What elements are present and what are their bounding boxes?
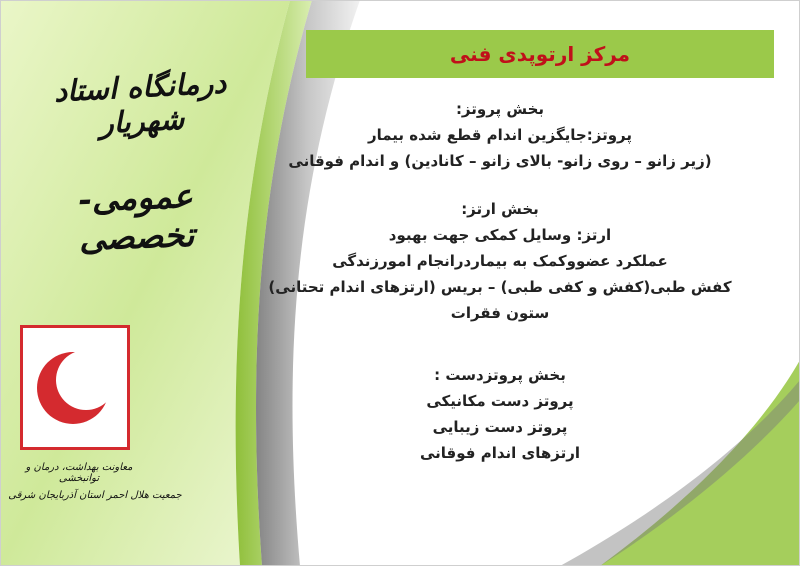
specialty-label: عمومی- تخصصی bbox=[77, 176, 195, 258]
prosthesis-line: (زیر زانو – روی زانو- بالای زانو – کانادین) و اندام فوقانی bbox=[288, 152, 712, 170]
hand-prosthesis-line: پروتز دست مکانیکی bbox=[426, 392, 574, 410]
orthosis-line: کفش طبی(کفش و کفی طبی) – بریس (ارتزهای اندام تحتانی) bbox=[268, 278, 732, 296]
prosthesis-line: پروتز:جایگزین اندام قطع شده بیمار bbox=[367, 126, 632, 144]
title-banner bbox=[306, 30, 774, 78]
page-title: مرکز ارتوپدی فنی bbox=[449, 42, 631, 66]
red-crescent-logo bbox=[20, 325, 130, 450]
hand-prosthesis-line: پروتز دست زیبایی bbox=[432, 418, 568, 436]
hospital-name: درمانگاه استاد شهریار bbox=[53, 65, 228, 141]
spacer bbox=[240, 326, 760, 362]
spacer bbox=[240, 174, 760, 196]
hand-prosthesis-line: ارتزهای اندام فوقانی bbox=[419, 444, 581, 462]
section-heading-hand-prosthesis: بخش پروتزدست : bbox=[434, 366, 566, 384]
section-heading-orthosis: بخش ارتز: bbox=[461, 200, 539, 218]
orthosis-line: ستون فقرات bbox=[450, 304, 550, 322]
red-crescent-icon bbox=[23, 328, 127, 447]
org-line-1: معاونت بهداشت، درمان و توانبخشی bbox=[25, 462, 133, 484]
section-heading-prosthesis: بخش پروتز: bbox=[455, 100, 545, 118]
main-content bbox=[240, 96, 760, 466]
orthosis-line: ارتز: وسایل کمکی جهت بهبود bbox=[388, 226, 612, 244]
orthosis-line: عملکرد عضووکمک به بیماردرانجام امورزندگی bbox=[332, 252, 668, 270]
org-line-2: جمعیت هلال احمر استان آذربایجان شرقی bbox=[8, 490, 182, 501]
